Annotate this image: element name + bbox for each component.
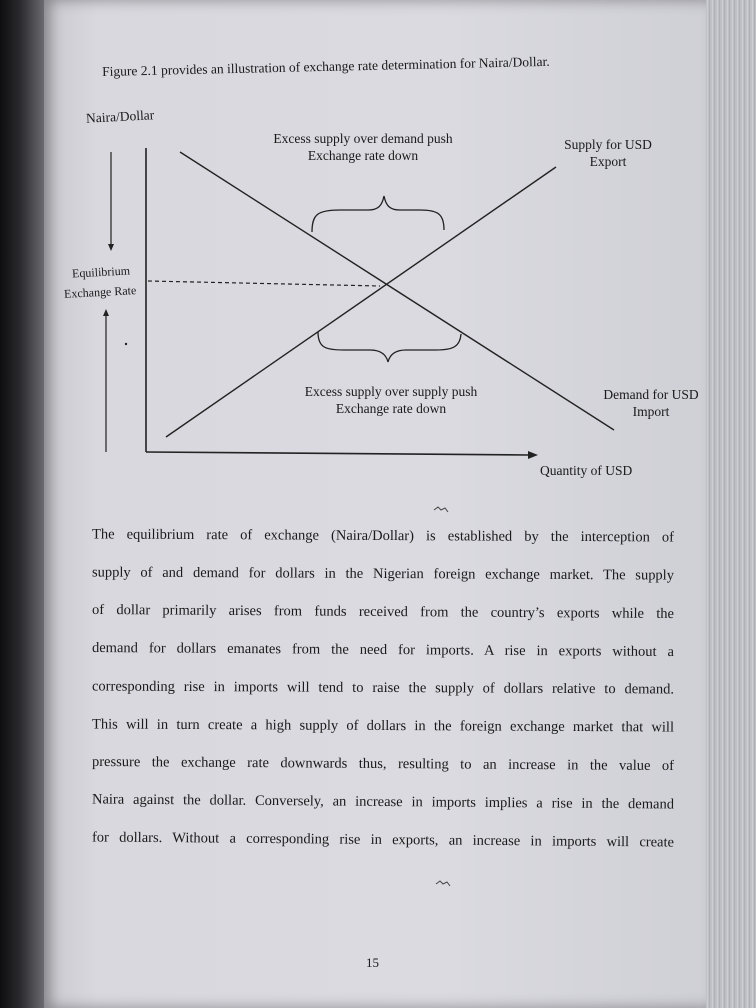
- equilibrium-label-line2: Exchange Rate: [63, 283, 137, 301]
- paragraph-line: This will in turn create a high supply of dollars in the foreign exchange market that will: [91, 716, 675, 736]
- bottom-brace: [318, 332, 461, 362]
- top-annotation-line1: Excess supply over demand push: [273, 131, 453, 146]
- demand-label-line2: Import: [632, 404, 670, 419]
- x-axis-label: Quantity of USD: [540, 463, 633, 478]
- down-arrow-head: [108, 244, 114, 251]
- bottom-annotation: [276, 383, 506, 417]
- supply-label-line2: Export: [589, 154, 627, 169]
- supply-label: [548, 136, 668, 170]
- scribble-mark: [436, 881, 450, 886]
- bottom-annotation-line2: Exchange rate down: [335, 401, 447, 416]
- paragraph-line: The equilibrium rate of exchange (Naira/Dollar) is established by the interception of: [91, 526, 675, 546]
- scribble-mark: [434, 507, 448, 512]
- supply-label-line1: Supply for USD: [564, 137, 652, 152]
- paragraph-line: of dollar primarily arises from funds received from the country’s exports while the: [91, 601, 675, 623]
- equilibrium-label-line1: Equilibrium: [71, 263, 131, 281]
- top-annotation: [248, 130, 478, 164]
- top-annotation-line2: Exchange rate down: [307, 148, 419, 163]
- equilibrium-dashed-line: [148, 281, 380, 286]
- figure-caption: Figure 2.1 provides an illustration of exchange rate determination for Naira/Dollar.: [102, 53, 550, 79]
- bottom-annotation-line1: Excess supply over supply push: [304, 384, 478, 399]
- demand-label-line1: Demand for USD: [603, 387, 699, 402]
- top-brace: [312, 196, 444, 232]
- paragraph-line: demand for dollars emanates from the need for imports. A rise in exports without a: [91, 639, 675, 661]
- demand-label: [586, 386, 716, 420]
- dot-mark: [125, 343, 127, 345]
- x-axis-arrowhead: [528, 451, 538, 459]
- up-arrow-head: [103, 309, 109, 316]
- paragraph-line: pressure the exchange rate downwards thus, resulting to an increase in the value of: [91, 753, 675, 775]
- x-axis: [146, 452, 528, 455]
- paragraph-line: for dollars. Without a corresponding rise in exports, an increase in imports will create: [91, 829, 675, 851]
- page-number: 15: [366, 955, 379, 970]
- y-axis-label: Naira/Dollar: [85, 107, 155, 126]
- paragraph-line: corresponding rise in imports will tend to raise the supply of dollars relative to demand.: [91, 678, 675, 698]
- paragraph-line: Naira against the dollar. Conversely, an increase in imports implies a rise in the demand: [91, 791, 675, 813]
- paragraph-line: supply of and demand for dollars in the Nigerian foreign exchange market. The supply: [91, 564, 675, 584]
